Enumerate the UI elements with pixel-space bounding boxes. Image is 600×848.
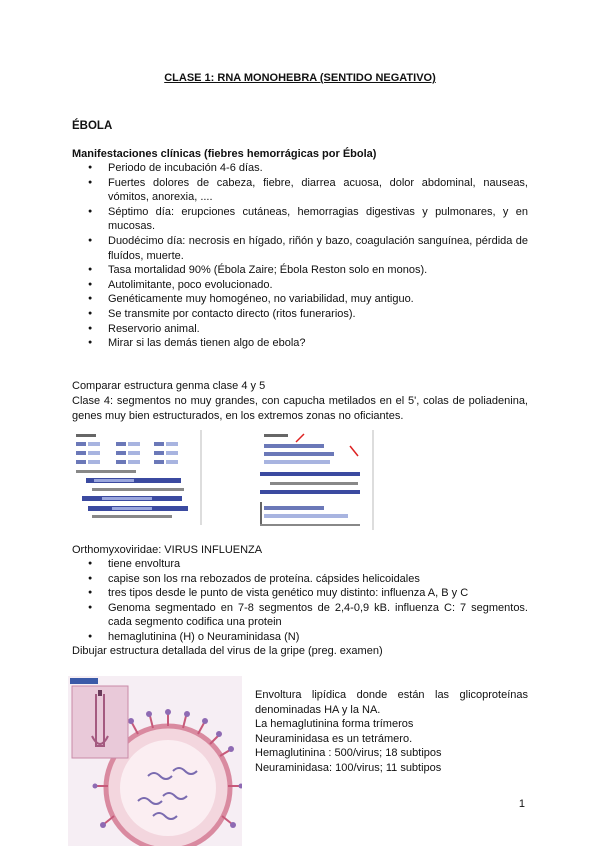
section-heading-orthomyxo: Orthomyxoviridae: VIRUS INFLUENZA [72, 544, 263, 556]
list-item: ● Genéticamente muy homogéneo, no variabilidad, muy antiguo. [88, 292, 528, 307]
list-item: ● Periodo de incubación 4-6 días. [88, 161, 528, 176]
list-item: ● tiene envoltura [88, 557, 528, 572]
genome-diagram-left [72, 430, 202, 525]
list-item: ● tres tipos desde le punto de vista genético muy distinto: influenza A, B y C [88, 586, 528, 601]
list-item: ● hemaglutinina (H) o Neuraminidasa (N) [88, 630, 528, 645]
section-heading-ebola: ÉBOLA [72, 120, 113, 132]
genome-diagram-right [250, 430, 374, 530]
clase4-paragraph: Clase 4: segmentos no muy grandes, con capucha metilados en el 5', colas de poliadenina, genes muy bien estructurados, en los extremos zonas no oficiantes. [72, 395, 528, 422]
hemaglutinina-trimeros-text: La hemaglutinina forma trímeros [255, 718, 414, 731]
virus-description [255, 688, 528, 776]
list-item: ● Séptimo día: erupciones cutáneas, hemorragias digestivas y pulmonares, y en mucosas. [88, 205, 528, 234]
envoltura-text: Envoltura lipídica donde están las glicoproteínas denominadas HA y la NA. [255, 689, 528, 716]
list-item: ● Genoma segmentado en 7-8 segmentos de 2,4-0,9 kB. influenza C: 7 segmentos. cada segmento codifica una protein [88, 601, 528, 630]
list-item: ● Duodécimo día: necrosis en hígado, riñón y bazo, coagulación sanguínea, pérdida de fluídos, muerte. [88, 234, 528, 263]
exam-note: Dibujar estructura detallada del virus de la gripe (preg. examen) [72, 645, 383, 657]
list-item: ● Mirar si las demás tienen algo de ebola? [88, 336, 528, 351]
list-item: ● Reservorio animal. [88, 322, 528, 337]
list-item: ● Tasa mortalidad 90% (Ébola Zaire; Ébola Reston solo en monos). [88, 263, 528, 278]
page-title: CLASE 1: RNA MONOHEBRA (SENTIDO NEGATIVO) [164, 72, 436, 84]
list-item: ● Fuertes dolores de cabeza, fiebre, diarrea acuosa, dolor abdominal, nauseas, vómitos, anorexia, .... [88, 176, 528, 205]
list-item: ● capise son los rna rebozados de proteína. cápsides helicoidales [88, 572, 528, 587]
orthomyxo-bullet-list [88, 557, 528, 645]
influenza-virus-illustration [68, 676, 242, 846]
list-item: ● Autolimitante, poco evolucionado. [88, 278, 528, 293]
compare-line: Comparar estructura genma clase 4 y 5 [72, 380, 266, 392]
subheading-manifestaciones: Manifestaciones clínicas (fiebres hemorrágicas por Ébola) [72, 148, 377, 160]
ebola-bullet-list [88, 161, 528, 351]
neuraminidasa-count-text: Neuraminidasa: 100/virus; 11 subtipos [255, 761, 442, 774]
hemaglutinina-count-text: Hemaglutinina : 500/virus; 18 subtipos [255, 747, 442, 760]
neuraminidasa-tetramero-text: Neuraminidasa es un tetrámero. [255, 732, 413, 745]
page-number: 1 [518, 798, 525, 810]
list-item: ● Se transmite por contacto directo (ritos funerarios). [88, 307, 528, 322]
